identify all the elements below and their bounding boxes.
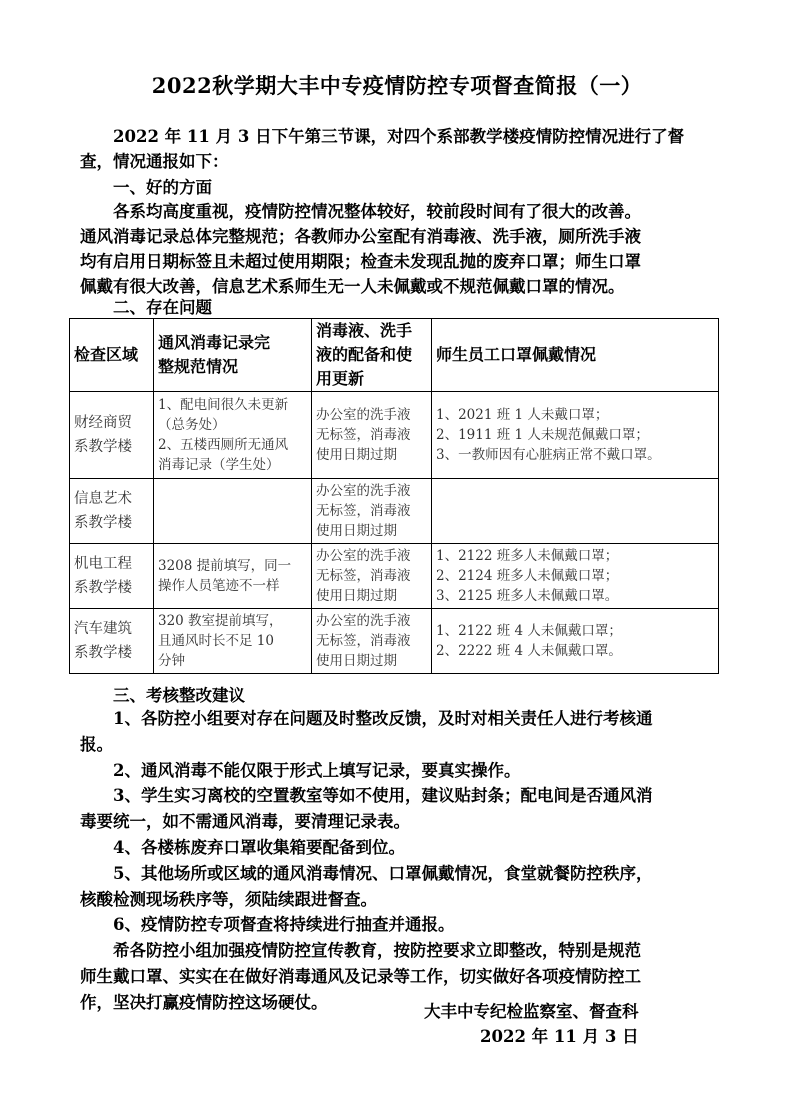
cell-ventilation	[154, 479, 312, 544]
cell-line: 财经商贸	[74, 415, 132, 431]
section-heading-suggestions: 三、考核整改建议	[113, 686, 245, 705]
cell-line: 系教学楼	[74, 645, 132, 661]
cell-line: 使用日期过期	[316, 447, 397, 463]
cell-line: 2、2222 班 4 人未佩戴口罩。	[436, 643, 622, 659]
section-heading-good: 一、好的方面	[113, 178, 212, 197]
cell-line: 分钟	[158, 653, 185, 669]
suggestion-line: 报。	[80, 734, 113, 754]
table-row	[70, 392, 719, 479]
header-line: 整规范情况	[158, 357, 239, 376]
cell-line: 无标签，消毒液	[316, 568, 411, 584]
cell-line: 3、2125 班多人未佩戴口罩。	[436, 588, 619, 604]
cell-ventilation	[154, 544, 312, 609]
cell-line: 1、配电间很久未更新	[158, 397, 289, 413]
cell-line: 系教学楼	[74, 580, 132, 596]
cell-mask	[432, 544, 719, 609]
cell-disinfectant	[312, 609, 432, 674]
cell-line: 办公室的洗手液	[316, 548, 411, 564]
cell-line: 使用日期过期	[316, 653, 397, 669]
cell-ventilation	[154, 392, 312, 479]
cell-line: 消毒记录（学生处）	[158, 457, 280, 473]
suggestion-line: 作，坚决打赢疫情防控这场硬仗。	[80, 992, 328, 1012]
cell-line: 2、1911 班 1 人未规范佩戴口罩；	[436, 427, 649, 443]
intro-line: 查，情况通报如下：	[80, 152, 229, 171]
intro-paragraph	[80, 124, 720, 174]
suggestion-line: 师生戴口罩、实实在在做好消毒通风及记录等工作，切实做好各项疫情防控工	[80, 966, 641, 986]
cell-disinfectant	[312, 392, 432, 479]
cell-line: 3、一教师因有心脏病正常不戴口罩。	[436, 447, 661, 463]
cell-line: 1、2122 班 4 人未佩戴口罩；	[436, 623, 622, 639]
suggestion-line: 希各防控小组加强疫情防控宣传教育，按防控要求立即整改，特别是规范	[113, 941, 641, 961]
table-header-row	[70, 319, 719, 392]
good-line: 佩戴有很大改善，信息艺术系师生无一人未佩戴或不规范佩戴口罩的情况。	[80, 277, 625, 296]
cell-line: 汽车建筑	[74, 621, 132, 637]
cell-line: 2、2124 班多人未佩戴口罩；	[436, 568, 619, 584]
suggestion-line: 1、各防控小组要对存在问题及时整改反馈，及时对相关责任人进行考核通	[113, 709, 653, 728]
section-heading-problems: 二、存在问题	[113, 298, 212, 317]
cell-line: 信息艺术	[74, 491, 132, 507]
signature-org: 大丰中专纪检监察室、督查科	[424, 1002, 639, 1021]
cell-mask	[432, 392, 719, 479]
cell-ventilation	[154, 609, 312, 674]
cell-line: 系教学楼	[74, 439, 132, 455]
good-line: 均有启用日期标签且未超过使用期限；检查未发现乱抛的废弃口罩；师生口罩	[80, 252, 641, 271]
cell-line: 无标签，消毒液	[316, 503, 411, 519]
cell-line: 办公室的洗手液	[316, 407, 411, 423]
cell-line: （总务处）	[158, 417, 226, 433]
cell-line: 且通风时长不足 10	[158, 633, 274, 649]
header-mask: 师生员工口罩佩戴情况	[432, 319, 719, 392]
cell-line: 1、2021 班 1 人未戴口罩；	[436, 407, 609, 423]
cell-mask	[432, 609, 719, 674]
cell-line: 使用日期过期	[316, 523, 397, 539]
cell-area	[70, 479, 154, 544]
cell-area	[70, 609, 154, 674]
intro-line: 2022 年 11 月 3 日下午第三节课，对四个系部教学楼疫情防控情况进行了督	[113, 127, 685, 146]
suggestion-line: 毒要统一，如不需通风消毒，要清理记录表。	[80, 812, 410, 832]
suggestion-line: 3、学生实习离校的空置教室等如不使用，建议贴封条；配电间是否通风消	[113, 786, 653, 806]
suggestion-line: 6、疫情防控专项督查将持续进行抽查并通报。	[113, 915, 455, 935]
header-area: 检查区域	[70, 319, 154, 392]
table-row	[70, 609, 719, 674]
header-ventilation	[154, 319, 312, 392]
cell-line: 无标签，消毒液	[316, 633, 411, 649]
cell-mask	[432, 479, 719, 544]
suggestion-line: 4、各楼栋废弃口罩收集箱要配备到位。	[113, 837, 405, 857]
cell-line: 机电工程	[74, 556, 132, 572]
cell-line: 办公室的洗手液	[316, 483, 411, 499]
cell-line: 系教学楼	[74, 515, 132, 531]
table-row	[70, 544, 719, 609]
good-line: 通风消毒记录总体完整规范；各教师办公室配有消毒液、洗手液，厕所洗手液	[80, 227, 641, 246]
cell-line: 3208 提前填写，同一	[158, 558, 292, 574]
cell-area	[70, 392, 154, 479]
cell-line: 操作人员笔迹不一样	[158, 578, 280, 594]
table-row	[70, 479, 719, 544]
cell-area	[70, 544, 154, 609]
good-line: 各系均高度重视，疫情防控情况整体较好，较前段时间有了很大的改善。	[113, 202, 641, 221]
cell-disinfectant	[312, 544, 432, 609]
header-disinfectant	[312, 319, 432, 392]
header-line: 用更新	[316, 369, 365, 388]
document-title: 2022秋学期大丰中专疫情防控专项督查简报（一）	[151, 73, 643, 98]
suggestion-line: 2、通风消毒不能仅限于形式上填写记录，要真实操作。	[113, 760, 521, 780]
suggestion-line: 5、其他场所或区域的通风消毒情况、口罩佩戴情况，食堂就餐防控秩序，	[113, 863, 653, 883]
header-line: 消毒液、洗手	[316, 321, 413, 340]
cell-line: 使用日期过期	[316, 588, 397, 604]
cell-line: 1、2122 班多人未佩戴口罩；	[436, 548, 619, 564]
cell-line: 办公室的洗手液	[316, 613, 411, 629]
cell-line: 320 教室提前填写，	[158, 613, 283, 629]
inspection-table	[69, 318, 719, 674]
signature-date: 2022 年 11 月 3 日	[480, 1027, 639, 1046]
cell-line: 无标签，消毒液	[316, 427, 411, 443]
header-line: 通风消毒记录完	[158, 333, 271, 352]
suggestions-paragraph	[80, 706, 720, 1016]
good-paragraph	[80, 199, 720, 299]
cell-line: 2、五楼西厕所无通风	[158, 437, 289, 453]
header-line: 液的配备和使	[316, 345, 413, 364]
cell-disinfectant	[312, 479, 432, 544]
suggestion-line: 核酸检测现场秩序等，须陆续跟进督查。	[80, 889, 377, 909]
